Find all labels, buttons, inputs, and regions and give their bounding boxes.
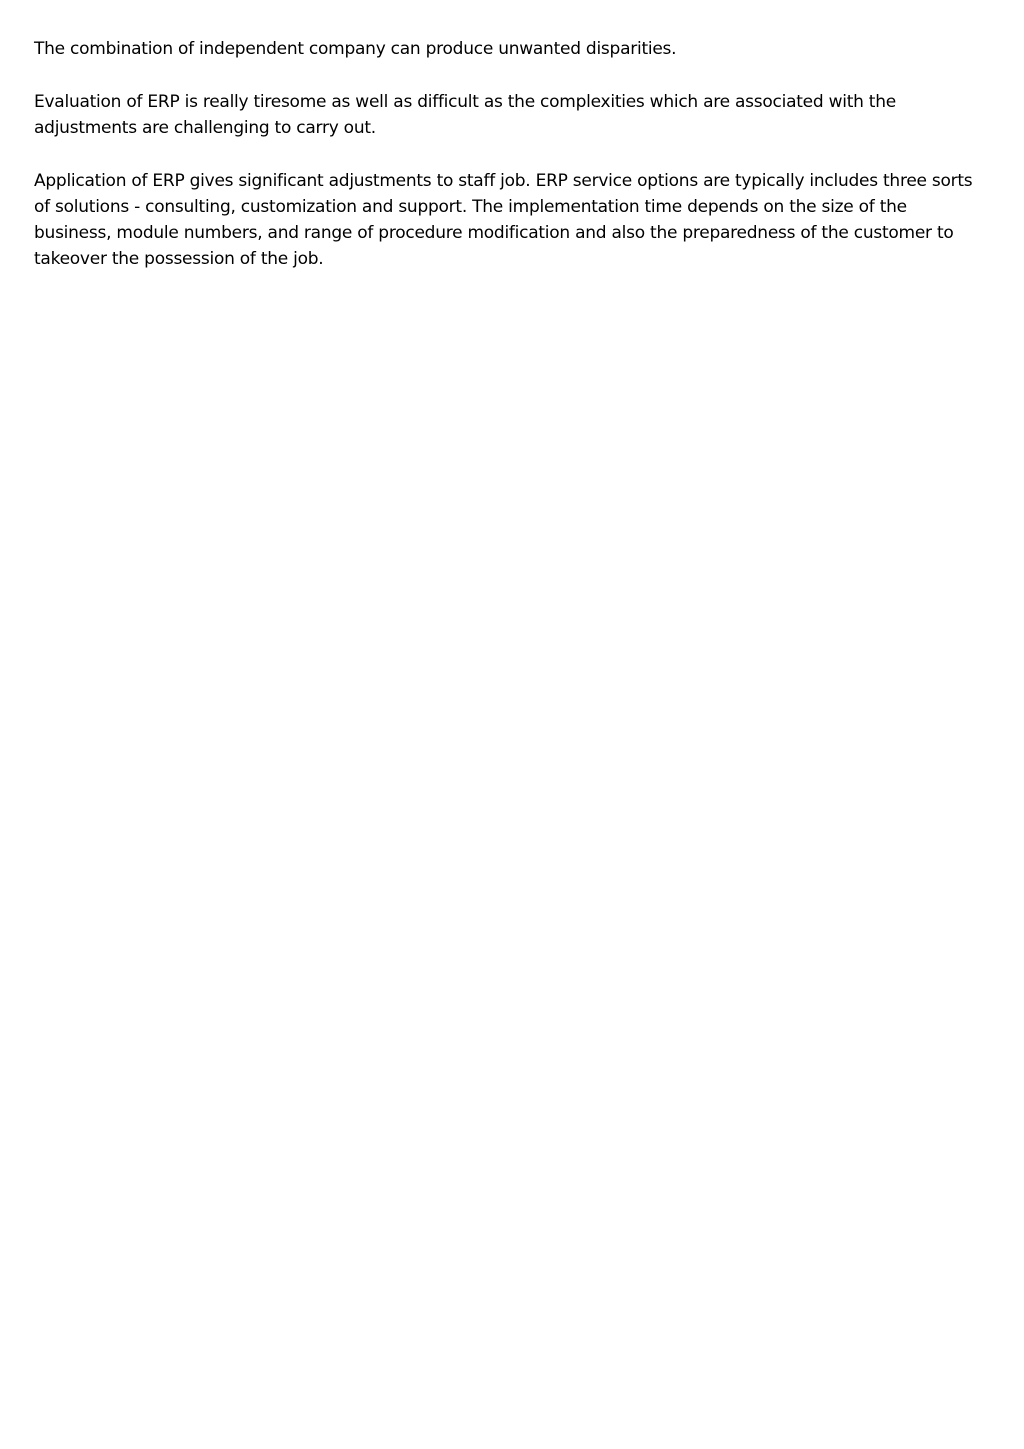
paragraph-independent-company: The combination of independent company can produce unwanted disparities. [34,39,677,59]
paragraph-erp-evaluation: Evaluation of ERP is really tiresome as well as difficult as the complexities which are associated with the adjustments are challenging to carry out. [34,92,896,138]
paragraph-erp-application: Application of ERP gives significant adjustments to staff job. ERP service options are typically includes three sorts of solutions - consulting, customization and support. The implementation time depends on the size of the business, module numbers, and range of procedure modification and also the preparedness of the customer to takeover the possession of the job. [34,171,973,269]
